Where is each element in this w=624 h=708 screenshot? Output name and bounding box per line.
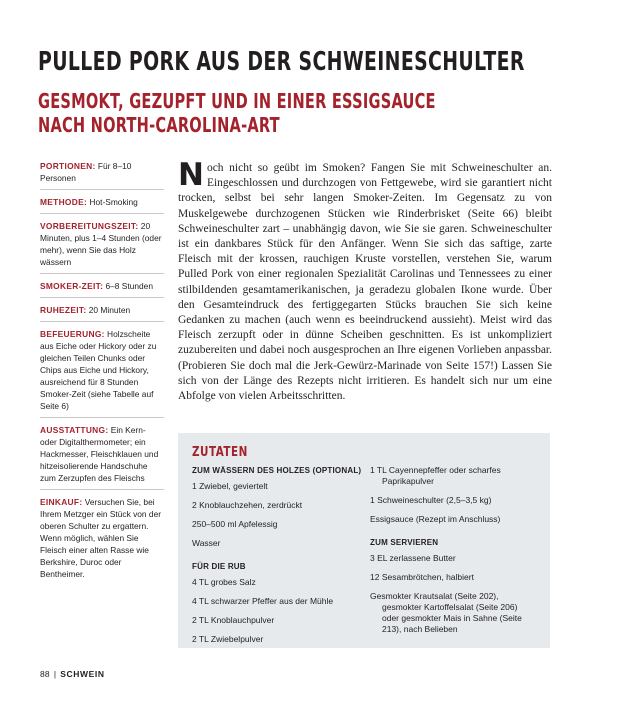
list-item: 1 Zwiebel, geviertelt	[192, 481, 268, 491]
meta-firing	[40, 328, 164, 418]
list-item: 2 TL Zwiebelpulver	[192, 634, 264, 644]
list-item: 4 TL schwarzer Pfeffer aus der Mühle	[192, 596, 334, 606]
meta-label: PORTIONEN:	[40, 161, 96, 171]
meta-prep-time	[40, 220, 164, 274]
meta-label: METHODE:	[40, 197, 88, 207]
intro-text: och nicht so geübt im Smoken? Fangen Sie mit Schweineschulter an. Eingeschlossen und durchzogen von Fettgewebe, wird sie garantiert nicht trocken, selbst bei sehr langen Smoker-Zeiten. Im Gegensatz zu von Muskelgewebe durchzogenen Stücken wie Rinderbrisket (Seite 66) bleibt Schweineschulter zart – unabhängig davon, wie Sie sie garen. Schweineschulter ist ein dankbares Stück für den Anfänger. Wenn Sie sich das saftige, zarte Fleisch mit der krossen, rauchigen Kruste vorstellen, verstehen Sie, warum Pulled Pork von einer regionalen Spezialität Carolinas und Tennessees zu einer stilbildenden gesamtamerikanischen, ja geradezu globalen Ikone wurde. Über den Gesamteindruck des fertiggegarten Stücks brauchen Sie sich keine Gedanken zu machen (auch wenn es beeindruckend aussieht). Meist wird das Fleisch zerzupft oder in dünne Scheiben geschnitten. Es ist unkompliziert zuzubereiten und dabei noch ausgesprochen an Ihre eigenen Vorlieben anpassbar. (Probieren Sie doch mal die Jerk-Gewürz-Marinade von Seite 157!) Lassen Sie sich von der Länge des Rezepts nicht irritieren. Es handelt sich nur um eine Abfolge von vielen Arbeitsschritten.	[178, 162, 552, 403]
section-name: SCHWEIN	[60, 669, 105, 679]
list-item: 1 TL Cayennepfeffer oder scharfes Paprikapulver	[370, 465, 501, 486]
meta-value: Ein Kern- oder Digitalthermometer; ein Hackmesser, Fleischklauen und hitzeisolierende Handschuhe zum Zerzupfen des Fleischs	[40, 425, 159, 483]
group-title-wood: ZUM WÄSSERN DES HOLZES (OPTIONAL)	[192, 466, 362, 475]
page-number: 88	[40, 669, 50, 679]
meta-label: RUHEZEIT:	[40, 305, 87, 315]
intro-paragraph	[178, 157, 552, 404]
recipe-meta-sidebar	[40, 160, 164, 591]
meta-value: 20 Minuten, plus 1–4 Stunden (oder mehr), wenn Sie das Holz wässern	[40, 221, 162, 267]
meta-servings	[40, 160, 164, 190]
meta-value: Hot-Smoking	[89, 197, 138, 207]
recipe-title: PULLED PORK AUS DER SCHWEINESCHULTER	[38, 47, 525, 77]
meta-shopping	[40, 496, 164, 585]
list-item: Essigsauce (Rezept im Anschluss)	[370, 514, 501, 524]
list-item: 12 Sesambrötchen, halbiert	[370, 572, 474, 582]
meta-equipment	[40, 424, 164, 490]
meta-label: EINKAUF:	[40, 497, 83, 507]
ingredients-heading: ZUTATEN	[192, 445, 248, 460]
meta-smoker-time	[40, 280, 164, 298]
recipe-subtitle	[38, 89, 436, 137]
ingredients-box	[178, 433, 550, 648]
group-title-rub: FÜR DIE RUB	[192, 562, 246, 571]
meta-label: BEFEUERUNG:	[40, 329, 105, 339]
list-item: 4 TL grobes Salz	[192, 577, 256, 587]
list-item: Gesmokter Krautsalat (Seite 202), gesmokter Kartoffelsalat (Seite 206) oder gesmokter Mais in Sahne (Seite 213), nach Belieben	[370, 591, 522, 634]
meta-value: 6–8 Stunden	[105, 281, 153, 291]
meta-value: Holzscheite aus Eiche oder Hickory oder zu gleichen Teilen Chunks oder Chips aus Eiche und Hickory, ausreichend für 8 Stunden Smoker-Zeit (siehe Tabelle auf Seite 6)	[40, 329, 157, 411]
drop-cap: N	[178, 157, 204, 193]
footer-separator: |	[53, 669, 57, 679]
list-item: 1 Schweineschulter (2,5–3,5 kg)	[370, 495, 492, 505]
meta-label: VORBEREITUNGSZEIT:	[40, 221, 139, 231]
ingredients-left-column	[192, 465, 362, 653]
list-item: 250–500 ml Apfelessig	[192, 519, 278, 529]
meta-label: SMOKER-ZEIT:	[40, 281, 104, 291]
meta-value: Für 8–10 Personen	[40, 161, 132, 183]
meta-value: 20 Minuten	[88, 305, 131, 315]
meta-rest-time	[40, 304, 164, 322]
meta-label: AUSSTATTUNG:	[40, 425, 109, 435]
list-item: 3 EL zerlassene Butter	[370, 553, 456, 563]
list-item: Wasser	[192, 538, 221, 548]
list-item: 2 TL Knoblauchpulver	[192, 615, 275, 625]
meta-method	[40, 196, 164, 214]
list-item: 2 Knoblauchzehen, zerdrückt	[192, 500, 303, 510]
subtitle-line-2: NACH NORTH-CAROLINA-ART	[38, 113, 280, 137]
page-footer	[40, 669, 105, 679]
group-title-serve: ZUM SERVIEREN	[370, 538, 439, 547]
ingredients-right-column	[370, 465, 536, 653]
meta-value: Versuchen Sie, bei Ihrem Metzger ein Stück von der oberen Schulter zu ergattern. Wenn möglich, wählen Sie Fleisch einer alten Rasse wie Berkshire, Duroc oder Bentheimer.	[40, 497, 162, 579]
subtitle-line-1: GESMOKT, GEZUPFT UND IN EINER ESSIGSAUCE	[38, 89, 436, 113]
